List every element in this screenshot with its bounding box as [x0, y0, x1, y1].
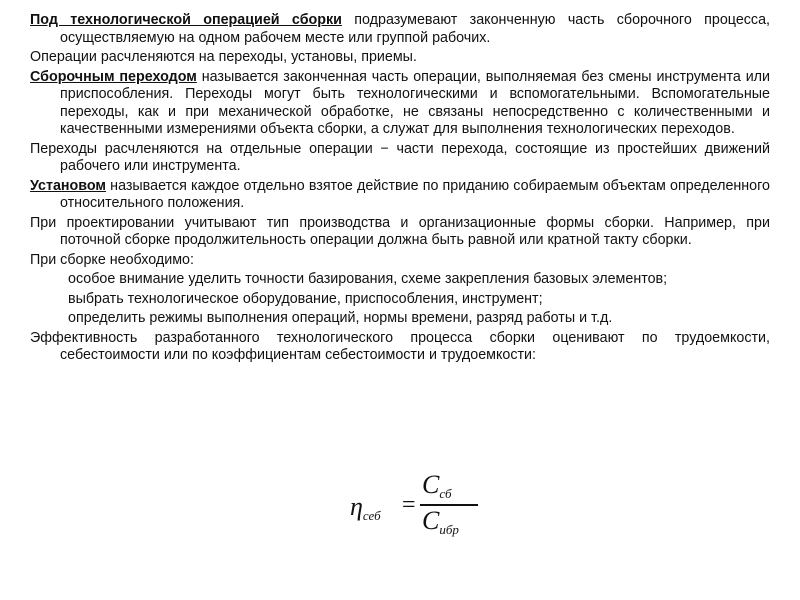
- slide-content: [30, 12, 770, 367]
- formula-numerator-symbol: C: [422, 470, 440, 499]
- paragraph-necessary: [30, 252, 770, 270]
- term-assembly-operation: Под технологической операцией сборки: [30, 12, 342, 28]
- paragraph-text: Переходы расчленяются на отдельные операции − части перехода, состоящие из простейших движений рабочего или инструмента.: [30, 140, 770, 174]
- list-item: определить режимы выполнения операций, нормы времени, разряд работы и т.д.: [68, 310, 613, 326]
- efficiency-formula: [350, 470, 490, 540]
- formula-denominator-symbol: C: [422, 506, 440, 535]
- paragraph-text: Операции расчленяются на переходы, установы, приемы.: [30, 49, 417, 65]
- term-assembly-transition: Сборочным переходом: [30, 68, 197, 85]
- formula-lhs: [350, 492, 381, 524]
- paragraph-text: При проектировании учитывают тип производства и организационные формы сборки. Например, при поточной сборке продолжительность операции должна быть равной или кратной такту сборки.: [30, 214, 770, 248]
- formula-equals: =: [402, 492, 416, 518]
- formula-lhs-subscript: себ: [362, 508, 381, 523]
- paragraph-text: называется каждое отдельно взятое действие по приданию собираемым объектам определенного относительного положения.: [60, 177, 770, 211]
- formula-numerator-subscript: сб: [439, 486, 452, 501]
- paragraph-design: [30, 215, 770, 250]
- paragraph-operations-split: [30, 49, 770, 67]
- paragraph-transitions-split: [30, 141, 770, 176]
- paragraph-assembly-operation: [30, 12, 770, 47]
- paragraph-text: При сборке необходимо:: [30, 251, 194, 268]
- formula-eta: η: [350, 492, 363, 521]
- paragraph-text: подразумевают законченную часть сборочного процесса, осуществляемую на одном рабочем месте или группой рабочих.: [60, 12, 770, 46]
- formula-denominator-subscript: ибр: [439, 522, 459, 537]
- paragraph-setup: [30, 178, 770, 213]
- paragraph-text: Эффективность разработанного технологического процесса сборки оценивают по трудоемкости, себестоимости или по коэффициентам себестоимости и трудоемкости:: [30, 329, 770, 363]
- list-item: выбрать технологическое оборудование, приспособления, инструмент;: [68, 290, 543, 307]
- paragraph-text: называется законченная часть операции, выполняемая без смены инструмента или приспособления. Переходы могут быть технологическими и вспомогательными. Вспомогательные переходы, как и при механической обработке, не связаны непосредственно с количественными и качественными измерениями объекта сборки, а служат для выполнения технологических переходов.: [60, 68, 771, 137]
- term-setup: Установом: [30, 177, 106, 194]
- paragraph-assembly-transition: [30, 69, 770, 139]
- list-item: особое внимание уделить точности базирования, схеме закрепления базовых элементов;: [68, 271, 668, 287]
- formula-numerator: [422, 470, 451, 502]
- paragraph-efficiency: [30, 330, 770, 365]
- formula-denominator: [422, 506, 459, 538]
